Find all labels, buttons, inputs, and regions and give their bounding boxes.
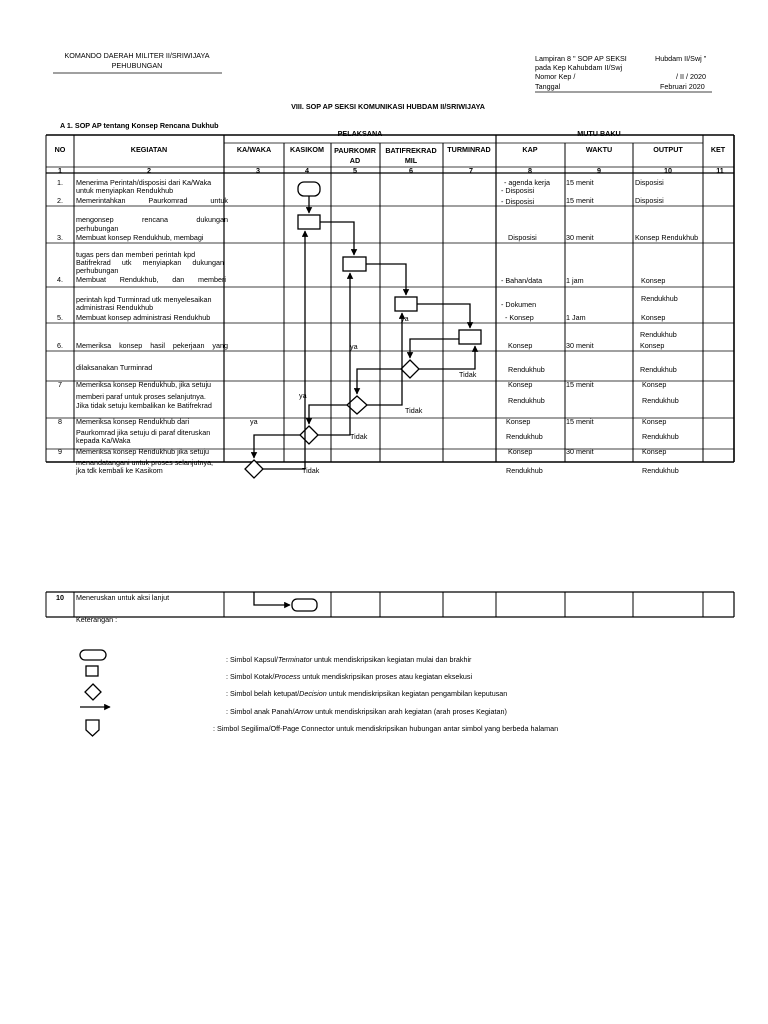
row-4-output: Konsep — [641, 276, 666, 285]
row-6-kap: Rendukhub — [508, 365, 545, 374]
org-name: KOMANDO DAERAH MILITER II/SRIWIJAYA — [64, 51, 210, 60]
legend-process-text: : Simbol Kotak/Process untuk mendiskripsikan proses atau kegiatan eksekusi — [226, 672, 473, 681]
col-number: 9 — [597, 166, 601, 175]
row-6-waktu: 30 menit — [566, 341, 594, 350]
row-2-waktu: 15 menit — [566, 196, 594, 205]
row-4-kap: - Bahan/data — [501, 276, 543, 285]
nomor-right: / II / 2020 — [676, 72, 706, 81]
col-number: 7 — [469, 166, 473, 175]
flow-label-tidak: Tidak — [302, 466, 320, 475]
row-7-kegiatan: memberi paraf untuk proses selanjutnya. — [76, 392, 206, 401]
col-number: 1 — [58, 166, 62, 175]
flow-label-ya: ya — [401, 314, 409, 323]
col-header-paurkomrad: PAURKOMR AD — [334, 146, 376, 165]
col-header-waktu: WAKTU — [585, 145, 613, 154]
tanggal-label: Tanggal — [535, 82, 561, 91]
row-8-kap: Konsep — [506, 417, 531, 426]
legend-arrow-text: : Simbol anak Panah/Arrow untuk mendiskripsikan arah kegiatan (arah proses Kegiatan) — [226, 707, 507, 716]
row-4-no: 4. — [57, 275, 63, 284]
legend-process-icon — [86, 666, 98, 676]
legend-offpage-text: : Simbol Segilima/Off-Page Connector untuk mendiskripsikan hubungan antar simbol yang berbeda halaman — [213, 724, 559, 733]
row-3-no: 3. — [57, 233, 63, 242]
row-4-kegiatan: Membuat Rendukhub, dan memberi — [76, 275, 226, 284]
row-1-kegiatan: untuk menyiapkan Rendukhub — [76, 186, 174, 195]
row-4-kegiatan: perintah kpd Turminrad utk menyelesaikan — [76, 295, 212, 304]
flow-label-ya: ya — [299, 391, 307, 400]
process-box-5 — [459, 330, 481, 344]
row-9-kegiatan: Memeriksa konsep Rendukhub jika setuju — [76, 447, 210, 456]
legend-symbols — [80, 650, 110, 736]
row-5-kap: - Konsep — [505, 313, 534, 322]
decision-6 — [401, 360, 419, 378]
row-6-no: 6. — [57, 341, 63, 350]
row-4-kegiatan: administrasi Rendukhub — [76, 303, 154, 312]
row-6-output: Rendukhub — [640, 365, 677, 374]
row-3-waktu: 30 menit — [566, 233, 594, 242]
row-1-kap: - Disposisi — [501, 186, 535, 195]
row-2-output: Disposisi — [635, 196, 664, 205]
row-7-output: Konsep — [642, 380, 667, 389]
col-number: 4 — [305, 166, 309, 175]
row-7-kap: Konsep — [508, 380, 533, 389]
row-9-output: Rendukhub — [642, 466, 679, 475]
col-number: 5 — [353, 166, 357, 175]
lampiran-label: Lampiran 8 " SOP AP SEKSI — [535, 54, 627, 63]
row-10-kegiatan: Meneruskan untuk aksi lanjut — [76, 593, 170, 602]
page-subtitle: A 1. SOP AP tentang Konsep Rencana Dukhub — [60, 121, 219, 130]
row-6-kegiatan: Memeriksa konsep hasil pekerjaan yang — [76, 341, 228, 350]
legend-title: Keterangan : — [76, 615, 118, 624]
row-6-output: Konsep — [640, 341, 665, 350]
col-header-turminrad: TURMINRAD — [447, 145, 491, 154]
row-3-kegiatan: tugas pers dan memberi perintah kpd — [76, 250, 196, 259]
row-5-output: Rendukhub — [640, 330, 677, 339]
row-9-kap: Rendukhub — [506, 466, 543, 475]
row-6-kap: Konsep — [508, 341, 533, 350]
row-4-kap: - Dokumen — [501, 300, 537, 309]
row-3-kap: Disposisi — [508, 233, 537, 242]
row-7-kegiatan: Jika tidak setuju kembalikan ke Batifrekrad — [76, 401, 212, 410]
row-7-kegiatan: Memeriksa konsep Rendukhub, jika setuju — [76, 380, 212, 389]
pada-label: pada Kep Kahubdam II/Swj — [535, 63, 623, 72]
row-8-output: Rendukhub — [642, 432, 679, 441]
row-2-kegiatan: perhubungan — [76, 224, 119, 233]
row-1-waktu: 15 menit — [566, 178, 594, 187]
row-1-no: 1. — [57, 178, 63, 187]
process-box-4 — [395, 297, 417, 311]
row-1-kegiatan: Menerima Perintah/disposisi dari Ka/Waka — [76, 178, 212, 187]
process-box-3 — [343, 257, 366, 271]
legend-terminator-icon — [80, 650, 106, 660]
row-8-kegiatan: kepada Ka/Waka — [76, 436, 131, 445]
nomor-label: Nomor Kep / — [535, 72, 576, 81]
row-7-output: Rendukhub — [642, 396, 679, 405]
col-number: 10 — [664, 166, 672, 175]
flow-label-tidak: Tidak — [350, 432, 368, 441]
row-4-output: Rendukhub — [641, 294, 678, 303]
row-5-waktu: 1 Jam — [566, 313, 586, 322]
col-header-kap: KAP — [522, 145, 538, 154]
col-number: 8 — [528, 166, 532, 175]
col-header-output: OUTPUT — [653, 145, 683, 154]
col-header-kasikom: KASIKOM — [290, 145, 324, 154]
process-box-2 — [298, 215, 320, 229]
row-9-kegiatan: menandatangani untuk proses selanjutnya, — [76, 458, 214, 467]
row-8-no: 8 — [58, 417, 62, 426]
flow-label-ya: ya — [350, 342, 358, 351]
row-8-output: Konsep — [642, 417, 667, 426]
row-6-kegiatan: dilaksanakan Turminrad — [76, 363, 153, 372]
legend-offpage-icon — [86, 720, 99, 736]
col-header-no: NO — [54, 145, 66, 154]
row-8-kegiatan: Memeriksa konsep Rendukhub dari — [76, 417, 190, 426]
col-header-kegiatan: KEGIATAN — [130, 145, 168, 154]
row-2-kap: - Disposisi — [501, 197, 535, 206]
row-5-output: Konsep — [641, 313, 666, 322]
col-header-batifrekrad: BATIFREKRAD MIL — [385, 146, 437, 165]
terminator-end — [292, 599, 317, 611]
col-number: 11 — [716, 166, 724, 175]
row-7-waktu: 15 menit — [566, 380, 594, 389]
row-3-kegiatan: Batifrekrad utk menyiapkan dukungan — [76, 258, 224, 267]
row-2-no: 2. — [57, 196, 63, 205]
row-5-kegiatan: Membuat konsep administrasi Rendukhub — [76, 313, 211, 322]
flow-label-ya: ya — [250, 417, 258, 426]
col-header-ket: KET — [710, 145, 726, 154]
flow-label-tidak: Tidak — [405, 406, 423, 415]
group-pelaksana: PELAKSANA — [337, 129, 383, 138]
row-2-kegiatan: mengonsep rencana dukungan — [76, 215, 228, 224]
col-number: 2 — [147, 166, 151, 175]
row-5-no: 5. — [57, 313, 63, 322]
flowchart — [245, 182, 481, 611]
row-9-no: 9 — [58, 447, 62, 456]
row-9-kap: Konsep — [508, 447, 533, 456]
row-7-kap: Rendukhub — [508, 396, 545, 405]
decision-8 — [300, 426, 318, 444]
row-8-kap: Rendukhub — [506, 432, 543, 441]
row-9-kegiatan: jka tdk kembali ke Kasikom — [76, 466, 163, 475]
col-header-kawaka: KA/WAKA — [236, 145, 272, 154]
row-3-output: Konsep Rendukhub — [635, 233, 699, 242]
row-1-kap: - agenda kerja — [504, 178, 550, 187]
row-3-kegiatan: Membuat konsep Rendukhub, membagi — [76, 233, 204, 242]
row-9-output: Konsep — [642, 447, 667, 456]
row-8-kegiatan: Paurkomrad jika setuju di paraf diteruskan — [76, 428, 211, 437]
legend-decision-text: : Simbol belah ketupat/Decision untuk mendiskripsikan kegiatan pengambilan keputusan — [226, 689, 508, 698]
tanggal-right: Februari 2020 — [660, 82, 705, 91]
group-mutu-baku: MUTU BAKU — [577, 129, 621, 138]
terminator-start — [298, 182, 320, 196]
row-4-waktu: 1 jam — [566, 276, 584, 285]
row-9-waktu: 30 menit — [566, 447, 594, 456]
row-7-no: 7 — [58, 380, 62, 389]
row-3-kegiatan: perhubungan — [76, 266, 119, 275]
lampiran-right: Hubdam II/Swj " — [655, 54, 707, 63]
row-2-kegiatan: Memerintahkan Paurkomrad untuk — [76, 196, 228, 205]
col-number: 3 — [256, 166, 260, 175]
page-title: VIII. SOP AP SEKSI KOMUNIKASI HUBDAM II/SRIWIJAYA — [291, 102, 485, 111]
row-1-output: Disposisi — [635, 178, 664, 187]
col-number: 6 — [409, 166, 413, 175]
legend-terminator-text: : Simbol Kapsul/Terminator untuk mendiskripsikan kegiatan mulai dan brakhir — [226, 655, 472, 664]
row-8-waktu: 15 menit — [566, 417, 594, 426]
org-unit: PEHUBUNGAN — [111, 61, 163, 70]
legend-decision-icon — [85, 684, 101, 700]
row-10-no: 10 — [56, 593, 64, 602]
flow-label-tidak: Tidak — [459, 370, 477, 379]
